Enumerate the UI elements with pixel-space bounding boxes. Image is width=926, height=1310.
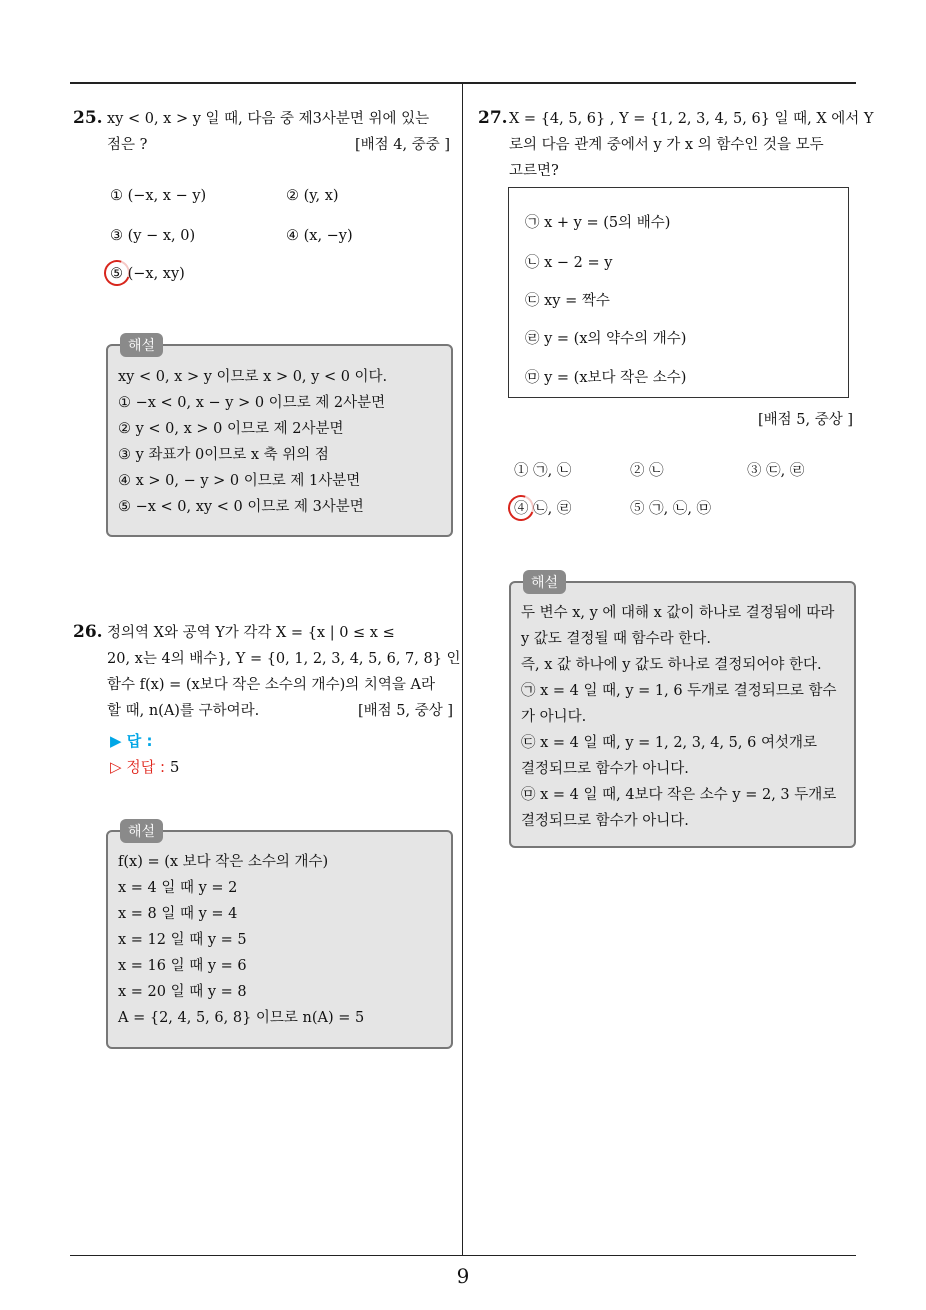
page-number: 9 (456, 1264, 470, 1288)
solution-line: xy < 0, x > y 이므로 x > 0, y < 0 이다. (118, 369, 388, 385)
choice-2[interactable]: ② ㉡ (630, 463, 664, 479)
choice-3[interactable]: ③ (y − x, 0) (110, 228, 196, 244)
solution-line: ㉠ x = 4 일 때, y = 1, 6 두개로 결정되므로 함수 (521, 683, 837, 699)
choice-5[interactable]: ⑤ ㉠, ㉡, ㉤ (630, 501, 712, 517)
solution-line: 결정되므로 함수가 아니다. (521, 813, 689, 829)
correct-answer-row (110, 756, 179, 777)
question-text: 로의 다음 관계 중에서 y 가 x 의 함수인 것을 모두 (509, 137, 824, 153)
choice-3[interactable]: ③ ㉢, ㉣ (747, 463, 805, 479)
score-label: [배점 5, 중상 ] (357, 703, 453, 719)
question-text: 할 때, n(A)를 구하여라. (107, 703, 260, 719)
solution-line: 결정되므로 함수가 아니다. (521, 761, 689, 777)
solution-line: 즉, x 값 하나에 y 값도 하나로 결정되어야 한다. (521, 657, 822, 673)
solution-line: 가 아니다. (521, 709, 587, 725)
solution-tag: 해설 (120, 333, 163, 357)
solution-line: ⑤ −x < 0, xy < 0 이므로 제 3사분면 (118, 499, 364, 515)
solution-tag: 해설 (120, 819, 163, 843)
question-text: 고르면? (509, 163, 559, 179)
question-text: X = {4, 5, 6} , Y = {1, 2, 3, 4, 5, 6} 일 때, X 에서 Y (509, 111, 874, 127)
relation-item: ㉤ y = (x보다 작은 소수) (525, 370, 687, 386)
question-number: 27. (478, 108, 508, 128)
correct-answer-value: 5 (169, 758, 180, 776)
score-label: [배점 5, 중상 ] (757, 412, 853, 428)
question-text: 20, x는 4의 배수}, Y = {0, 1, 2, 3, 4, 5, 6, 7, 8} 인 (107, 651, 461, 667)
choice-4[interactable]: ④ (x, −y) (286, 228, 353, 244)
relation-item: ㉠ x + y = (5의 배수) (525, 215, 671, 231)
solution-line: x = 8 일 때 y = 4 (118, 906, 238, 922)
solution-line: x = 20 일 때 y = 8 (118, 984, 247, 1000)
solution-line: ㉤ x = 4 일 때, 4보다 작은 소수 y = 2, 3 두개로 (521, 787, 837, 803)
solution-line: x = 16 일 때 y = 6 (118, 958, 247, 974)
solution-line: A = {2, 4, 5, 6, 8} 이므로 n(A) = 5 (118, 1010, 365, 1026)
column-divider (462, 83, 463, 1255)
top-rule (70, 82, 856, 84)
solution-tag: 해설 (523, 570, 566, 594)
question-text: 함수 f(x) = (x보다 작은 소수의 개수)의 치역을 A라 (107, 677, 435, 693)
relation-item: ㉡ x − 2 = y (525, 255, 613, 271)
correct-answer-label: ▷ 정답 : (110, 758, 166, 776)
answer-label: ▶ 답 : (110, 732, 153, 750)
question-text: xy < 0, x > y 일 때, 다음 중 제3사분면 위에 있는 (107, 111, 430, 127)
solution-line: ④ x > 0, − y > 0 이므로 제 1사분면 (118, 473, 361, 489)
relation-item: ㉢ xy = 짝수 (525, 293, 610, 309)
question-text: 점은 ? (107, 137, 148, 153)
solution-line: x = 4 일 때 y = 2 (118, 880, 238, 896)
question-text: 정의역 X와 공역 Y가 각각 X = {x | 0 ≤ x ≤ (107, 625, 395, 641)
answer-mark-circle (100, 256, 135, 291)
relation-item: ㉣ y = (x의 약수의 개수) (525, 331, 687, 347)
solution-line: x = 12 일 때 y = 5 (118, 932, 247, 948)
bottom-rule (70, 1255, 856, 1256)
score-label: [배점 4, 중중 ] (354, 137, 450, 153)
solution-line: y 값도 결정될 때 함수라 한다. (521, 631, 711, 647)
solution-line: ② y < 0, x > 0 이므로 제 2사분면 (118, 421, 344, 437)
answer-mark-circle (504, 491, 539, 526)
solution-line: 두 변수 x, y 에 대해 x 값이 하나로 결정됨에 따라 (521, 605, 835, 621)
choice-1[interactable]: ① (−x, x − y) (110, 188, 207, 204)
choice-2[interactable]: ② (y, x) (286, 188, 339, 204)
solution-line: ㉢ x = 4 일 때, y = 1, 2, 3, 4, 5, 6 여섯개로 (521, 735, 817, 751)
solution-line: ① −x < 0, x − y > 0 이므로 제 2사분면 (118, 395, 386, 411)
choice-4[interactable]: ④ ㉡, ㉣ (514, 501, 572, 517)
question-number: 26. (73, 622, 103, 642)
solution-line: ③ y 좌표가 0이므로 x 축 위의 점 (118, 447, 329, 463)
question-number: 25. (73, 108, 103, 128)
choice-1[interactable]: ① ㉠, ㉡ (514, 463, 572, 479)
choice-5[interactable]: ⑤ (−x, xy) (110, 266, 185, 282)
solution-line: f(x) = (x 보다 작은 소수의 개수) (118, 854, 329, 870)
